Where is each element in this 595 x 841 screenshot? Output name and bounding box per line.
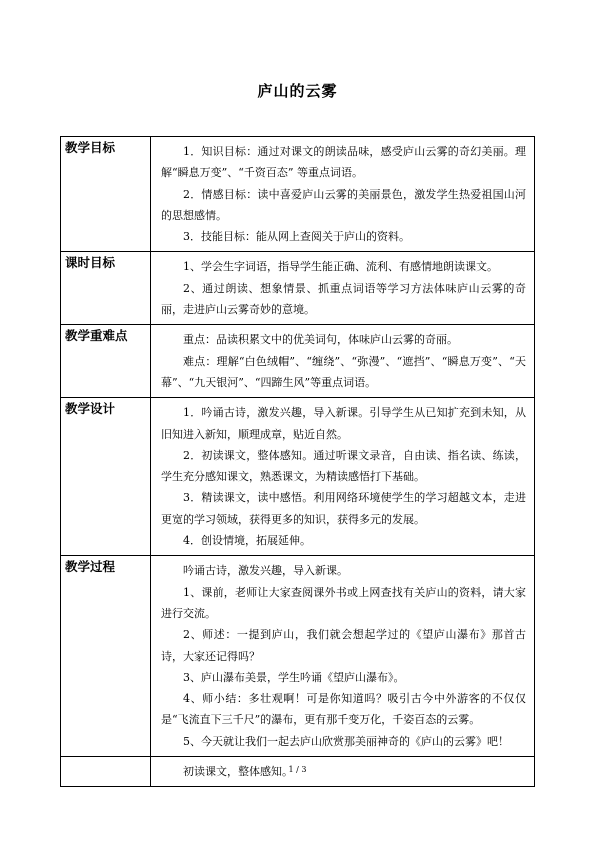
content-paragraph: 3．精读课文，读中感悟。利用网络环境使学生的学习超越文本，走进更宽的学习领域，获得更多的知识，获得多元的发展。: [161, 491, 526, 526]
page-number: 1 / 3: [288, 765, 307, 774]
content-paragraph: 1．吟诵古诗，激发兴趣，导入新课。引导学生从已知扩充到未知，从旧知进入新知，顺理成章，贴近自然。: [161, 406, 526, 441]
content-paragraph: 1．知识目标：通过对课文的朗读品味，感受庐山云雾的奇幻美丽。理解“瞬息万变”、“千资百态” 等重点词语。: [161, 145, 526, 180]
content-paragraph: 3、庐山瀑布美景，学生吟诵《望庐山瀑布》。: [183, 670, 405, 684]
content-paragraph: 初读课文，整体感知。: [183, 765, 293, 779]
content-paragraph: 吟诵古诗，激发兴趣，导入新课。: [183, 564, 348, 578]
content-paragraph: 2．初读课文，整体感知。通过听课文录音，自由读、指名读、练读，学生充分感知课文，熟悉课文，为精读感悟打下基础。: [161, 448, 526, 484]
page-title: 庐山的云雾: [257, 82, 338, 100]
content-paragraph: 5、今天就让我们一起去庐山欣赏那美丽神奇的《庐山的云雾》吧！: [183, 734, 509, 748]
content-paragraph: 2、师述：一提到庐山，我们就会想起学过的《望庐山瀑布》那首古诗，大家还记得吗？: [161, 628, 526, 663]
table-row-lesson-goals: [61, 252, 535, 325]
row-label: 教学设计: [61, 398, 151, 556]
row-content: [151, 252, 535, 325]
row-content: [151, 325, 535, 398]
table-row-key-points: [61, 325, 535, 398]
content-paragraph: 1、学会生字词语，指导学生能正确、流利、有感情地朗读课文。: [183, 260, 498, 274]
row-label: 教学目标: [61, 137, 151, 252]
content-paragraph: 3．技能目标：能从网上查阅关于庐山的资料。: [183, 230, 410, 244]
content-paragraph: 1、课前，老师让大家查阅课外书或上网查找有关庐山的资料，请大家进行交流。: [161, 585, 526, 620]
content-paragraph: 2、通过朗读、想象情景、抓重点词语等学习方法体味庐山云雾的奇丽，走进庐山云雾奇妙的意境。: [161, 281, 526, 317]
table-row-teaching-design: [61, 398, 535, 556]
row-label: 教学重难点: [61, 325, 151, 398]
row-content: [151, 398, 535, 556]
row-label: 课时目标: [61, 252, 151, 325]
row-content: [151, 556, 535, 757]
content-paragraph: 4、师小结：多壮观啊！可是你知道吗？吸引古今中外游客的不仅仅是“飞流直下三千尺”的瀑布，更有那千变万化，千姿百态的云雾。: [161, 692, 526, 727]
row-label: 教学过程: [61, 556, 151, 757]
content-paragraph: 重点：品读积累文中的优美词句，体味庐山云雾的奇丽。: [183, 333, 458, 347]
content-paragraph: 难点：理解“白色绒帽”、“缠绕”、“弥漫”、“遮挡”、“瞬息万变”、“天幕”、“九天银河”、“四蹄生风”等重点词语。: [161, 354, 526, 389]
content-paragraph: 4．创设情境，拓展延伸。: [183, 534, 311, 548]
table-row-teaching-process: [61, 556, 535, 757]
row-content: [151, 137, 535, 252]
table-row-teaching-goals: [61, 137, 535, 252]
content-paragraph: 2．情感目标：读中喜爱庐山云雾的美丽景色，激发学生热爱祖国山河的思想感情。: [161, 187, 526, 222]
lesson-plan-table: [60, 136, 535, 787]
